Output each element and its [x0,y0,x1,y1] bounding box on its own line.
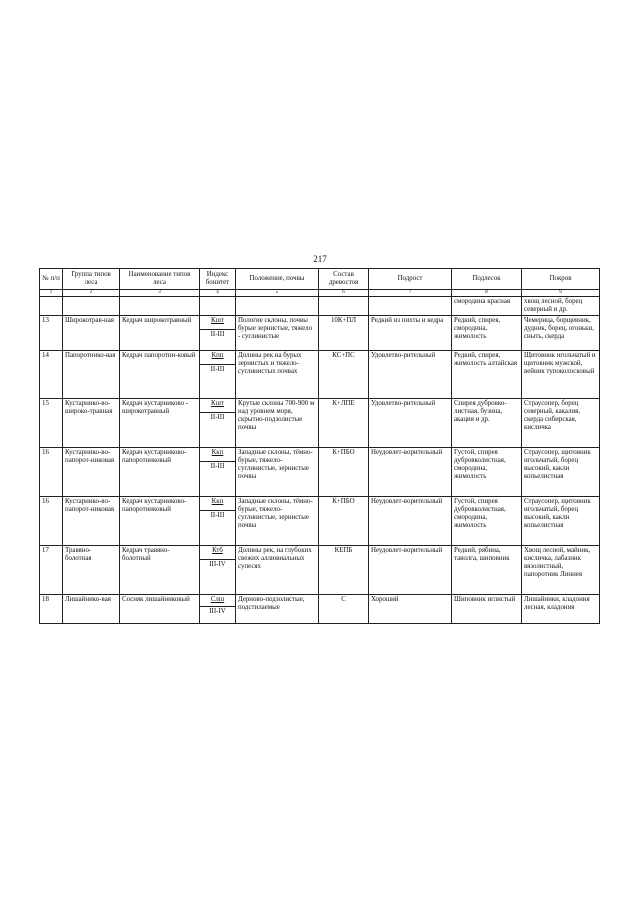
undergrowth-cell: смородина красная [452,297,522,316]
row-number: 13 [40,316,63,351]
type-cell: Кедрач папоротни-ковый [120,351,200,399]
table-row [40,448,600,462]
composition-cell: К+ПБО [319,448,369,497]
cover-cell: Страусопер, щитовник игольчатый, борец высокий, какли копьелистная [522,448,600,497]
type-cell: Сосняк лишайниковый [120,595,200,624]
undergrowth-cell: Редкий, рябина, таволга, шиповник [452,546,522,595]
row-number: 18 [40,595,63,624]
group-cell: Травяно-болотная [63,546,120,595]
cover-cell: Лишайники, кладония лесная, кладония [522,595,600,624]
bonitet-cell: II-III [200,462,236,497]
table-row [40,546,600,560]
header-cell: Подрост [369,269,452,290]
table-row [40,316,600,330]
index-value: Ккп [211,498,224,505]
composition-cell: К+ПБО [319,497,369,546]
regrowth-cell: Редкий из пихты и кедра [369,316,452,351]
row-number: 16 [40,497,63,546]
index-cell [200,399,236,413]
header-cell: Группа типов леса [63,269,120,290]
cover-cell: Хвощ лесной, майник, кисличка, лабазник вязолистный, папоротник Линнея [522,546,600,595]
index-value: Ккп [211,449,224,456]
group-cell: Кустарнико-во-широко-травная [63,399,120,448]
undergrowth-cell: Шиповник иглистый [452,595,522,624]
table-row [40,595,600,607]
index-cell [200,546,236,560]
column-number: 3 [120,290,200,297]
type-cell: Кедрач травяно-болотный [120,546,200,595]
table-row [40,497,600,511]
undergrowth-cell: Редкий, спирея, жимолость алтайская [452,351,522,399]
header-cell: № п/п [40,269,63,290]
table-header-row [40,269,600,290]
composition-cell: С [319,595,369,624]
column-number: 5 [236,290,319,297]
composition-cell: КЕПБ [319,546,369,595]
column-number: 2 [63,290,120,297]
group-cell: Кустарнико-во-папорот-никовая [63,497,120,546]
index-cell [200,497,236,511]
bonitet-cell: II-III [200,330,236,351]
forest-types-table [39,268,600,624]
page-number: 217 [313,254,327,264]
regrowth-cell: Удовлетво-рительный [369,399,452,448]
position-cell: Пологие склоны, почвы бурые зернистые, тяжело - суглинистые [236,316,319,351]
cover-cell: хвощ лесной, борец северный и др. [522,297,600,316]
composition-cell: К+ЛПЕ [319,399,369,448]
group-cell: Лишайнико-вая [63,595,120,624]
undergrowth-cell: Густой, спирея дубровколистная, смородина, жимолость [452,497,522,546]
position-cell: Дерново-подзолистые, подстилаемые [236,595,319,624]
continuation-row [40,297,600,316]
row-number: 16 [40,448,63,497]
column-number-row [40,290,600,297]
position-cell: Крутые склоны 700-900 м над уровнем моря, скрытно-подзолистые почвы [236,399,319,448]
type-cell: Кедрач кустарниково-папоротниковый [120,448,200,497]
position-cell: Долины рек, на глубоких свежих аллювиальных супесях [236,546,319,595]
group-cell: Папоротнико-вая [63,351,120,399]
column-number: 4 [200,290,236,297]
index-cell [200,316,236,330]
undergrowth-cell: Спирея дубровко-листная, бузина, акация и др. [452,399,522,448]
position-cell: Долины рек на бурых зернистых и тяжело-суглинистых почвах [236,351,319,399]
position-cell: Западные склоны, тёмно-бурые, тяжело-суглинистые, зернистые почвы [236,497,319,546]
index-cell [200,595,236,607]
type-cell: Кедрач кустарниково - широкотравный [120,399,200,448]
column-number: 7 [369,290,452,297]
header-cell: Покров [522,269,600,290]
group-cell: Широкотрав-ная [63,316,120,351]
index-value: Кпп [211,352,224,359]
regrowth-cell: Неудовлет-ворительный [369,448,452,497]
cover-cell: Страусопер, борец северный, какалия, скерда сибирская, кисличка [522,399,600,448]
row-number: 17 [40,546,63,595]
index-value: Кшт [211,400,224,407]
group-cell: Кустарнико-во-папорот-никовая [63,448,120,497]
column-number: 1 [40,290,63,297]
cover-cell: Страусопер, щитовник игольчатый, борец высокий, какли копьелистная [522,497,600,546]
header-cell: Состав древостоя [319,269,369,290]
column-number: 8 [452,290,522,297]
cover-cell: Щитовник игольчатый и щитовник мужской, вейник тупоколосковый [522,351,600,399]
regrowth-cell: Удовлетво-рительный [369,351,452,399]
table-row [40,351,600,365]
regrowth-cell: Хороший [369,595,452,624]
column-number: 6 [319,290,369,297]
bonitet-cell: II-III [200,511,236,546]
index-cell [200,351,236,365]
index-cell [200,448,236,462]
bonitet-cell: II-III [200,413,236,448]
row-number: 14 [40,351,63,399]
type-cell: Кедрач кустарниково-папоротниковый [120,497,200,546]
regrowth-cell: Неудовлет-ворительный [369,546,452,595]
table-row [40,399,600,413]
column-number: 9 [522,290,600,297]
header-cell: Индекс бонитет [200,269,236,290]
undergrowth-cell: Густой, спирея дубровколистная, смородина, жимолость [452,448,522,497]
composition-cell: КС+ПС [319,351,369,399]
bonitet-cell: III-IV [200,560,236,595]
row-number: 15 [40,399,63,448]
index-value: Кшт [211,317,224,324]
composition-cell: 10К+ПЛ [319,316,369,351]
index-value: Ктб [212,547,223,554]
header-cell: Подлесок [452,269,522,290]
undergrowth-cell: Редкий, спирея, смородина, жимолость [452,316,522,351]
position-cell: Западные склоны, тёмно-бурые, тяжело-суглинистые, зернистые почвы [236,448,319,497]
bonitet-cell: II-III [200,365,236,399]
index-value: Слш [210,596,225,603]
cover-cell: Чемерица, борщевник, дудник, борец, огоньки, сныть, скерда [522,316,600,351]
header-cell: Положение, почвы [236,269,319,290]
regrowth-cell: Неудовлет-ворительный [369,497,452,546]
header-cell: Наименование типов леса [120,269,200,290]
type-cell: Кедрач широкотравный [120,316,200,351]
bonitet-cell: III-IV [200,607,236,624]
